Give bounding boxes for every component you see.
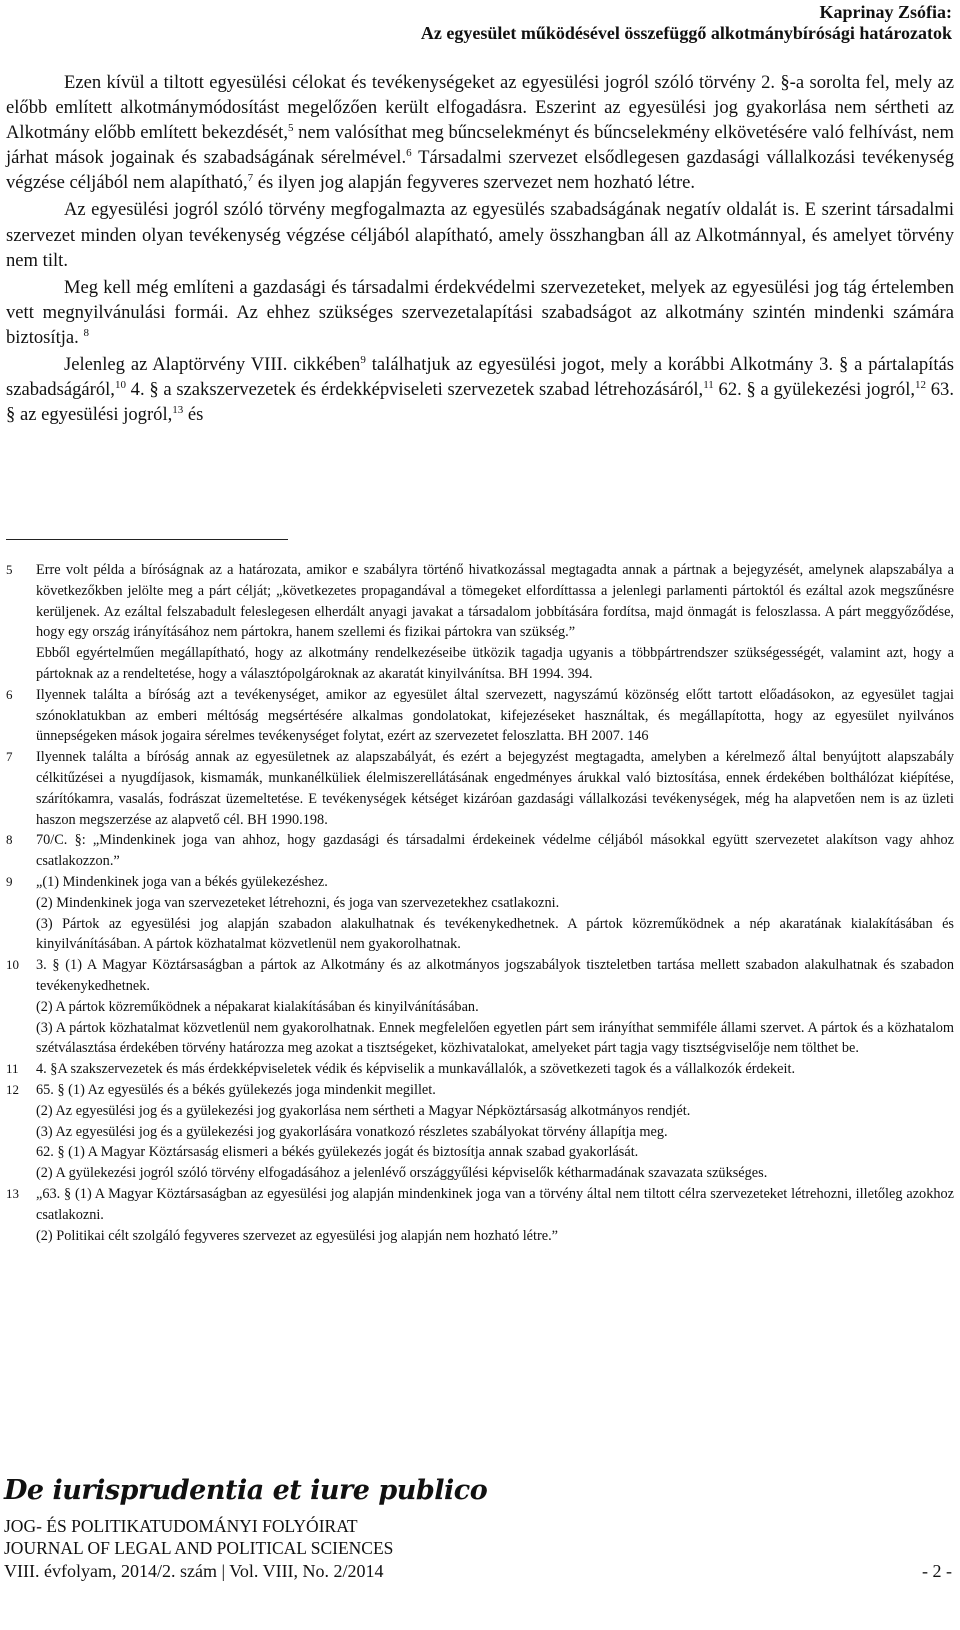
body-paragraph-3: Meg kell még említeni a gazdasági és társadalmi érdekvédelmi szervezeteket, melyek az egyesülési jog tág értelemben vett megnyilvánulási formái. Az ehhez szükséges szervezetalapítási szabadságot az alkotmány szintén mindenki számára biztosítja. $^8$ xyxy=(6,276,954,348)
footnote-text: 70/C. §: „Mindenkinek joga van ahhoz, hogy gazdasági és társadalmi érdekeinek védelme céljából másokkal együtt szervezetet alakítson vagy ahhoz csatlakozzon.” xyxy=(36,832,954,870)
footnote xyxy=(6,1080,954,1184)
footnote xyxy=(6,747,954,830)
journal-subtitle-en: JOURNAL OF LEGAL AND POLITICAL SCIENCES xyxy=(4,1538,394,1558)
footnote xyxy=(6,560,954,685)
body-paragraph-2: Az egyesülési jogról szóló törvény megfogalmazta az egyesülés szabadságának negatív oldalát is. E szerint társadalmi szervezet minden olyan tevékenység végzése céljából alapítható, amely összhangban áll az Alkotmánnyal, és amelyet törvény nem tilt. xyxy=(6,199,954,271)
footnote-separator xyxy=(6,539,288,540)
header-author: Kaprinay Zsófia: xyxy=(819,2,952,22)
journal-footer xyxy=(4,1475,954,1583)
footnote-number: 9 xyxy=(6,873,13,889)
footnote-text: „(1) Mindenkinek joga van a békés gyülekezéshez. xyxy=(36,873,328,890)
footnote-text: 3. § (1) A Magyar Köztársaságban a pártok az Alkotmány és az alkotmányos jogszabályok tiszteletben tartása mellett szabadon alakulhatnak és szabadon tevékenykedhetnek. xyxy=(36,957,954,994)
journal-volume: VIII. évfolyam, 2014/2. szám | Vol. VIII, No. 2/2014 xyxy=(4,1561,384,1581)
footnote xyxy=(6,1059,954,1080)
footnote xyxy=(6,685,954,747)
page-number: - 2 - xyxy=(922,1561,952,1581)
footnote-ref-5[interactable]: 5 xyxy=(287,122,294,134)
footnote-number: 11 xyxy=(6,1061,19,1077)
running-header xyxy=(421,2,952,44)
footnote-ref-13[interactable]: 13 xyxy=(172,404,184,417)
footnote-text: Ilyennek találta a bíróság azt a tevékenységet, amikor az egyesület által szervezett, nagyszámú közönség előtt tartott előadásokon, az egyesület tagjai szónoklatukban az emberi méltóság megsértésére alkalmas gondolatokat, kifejezéseket használtak, és megállapította, hogy az egyesület nyilvános ünnepségeken mások jogaira sérelmes tevékenységet folytat, ezért az szervezetet feloszlatta. BH 2007. 146 xyxy=(36,686,954,745)
main-text xyxy=(6,70,954,429)
footnote-text: (3) A pártok közhatalmat közvetlenül nem gyakorolhatnak. Ennek megfelelően egyetlen párt sem irányíthat semmiféle állami szervet. A pártok és a közhatalom szétválasztása érdekében törvény határozza meg azokat a tisztségeket, közhivatalokat, amelyeket párt tagja vagy tisztségviselője nem tölthet be. xyxy=(36,1019,954,1057)
footnote-text: „63. § (1) A Magyar Köztársaságban az egyesülési jog alapján mindenkinek joga van a törvény által nem tiltott célra szervezeteket létrehozni, illetőleg azokhoz csatlakozni. xyxy=(36,1185,954,1223)
footnote-text: (3) Az egyesülési jog és a gyülekezési jog gyakorlására vonatkozó részletes szabályokat törvény állapítja meg. xyxy=(36,1123,668,1140)
footnote-text: (2) Politikai célt szolgáló fegyveres szervezet az egyesülési jog alapján nem hozható létre.” xyxy=(36,1227,559,1244)
footnote-text: 4. §A szakszervezetek és más érdekképviseletek védik és képviselik a munkavállalók, a szövetkezeti tagok és a vállalkozók érdekeit. xyxy=(36,1061,796,1078)
footnote-ref-12[interactable]: 12 xyxy=(915,378,927,391)
footnote-ref-7[interactable]: 7 xyxy=(247,172,254,185)
footnote-number: 8 xyxy=(6,832,13,848)
footnote-number: 13 xyxy=(6,1185,19,1201)
footnote-text: Ebből egyértelműen megállapítható, hogy az alkotmány rendelkezéseibe ütközik tagadja ugyanis a többpártrendszer szükségességét, valamint azt, hogy a pártoknak az a rendeltetése, hogy a választópolgároknak az akaratát kinyilvánítsa. BH 1994. 394. xyxy=(36,645,954,682)
footnote-text: (2) A pártok közreműködnek a népakarat kialakításában és kinyilvánításában. xyxy=(36,998,479,1015)
footnote-ref-10[interactable]: 10 xyxy=(114,378,126,391)
footnote-text: (2) Az egyesülési jog és a gyülekezési jog gyakorlása nem sértheti a Magyar Népköztársaság alkotmányos rendjét. xyxy=(36,1102,691,1119)
footnote-ref-8[interactable]: 8 xyxy=(83,326,89,339)
footnote-number: 7 xyxy=(6,749,13,765)
footnote-ref-9[interactable]: 9 xyxy=(360,353,366,366)
footnote-text: (2) Mindenkinek joga van szervezeteket létrehozni, és joga van szervezetekhez csatlakozni. xyxy=(36,894,560,911)
footnote-text: (2) A gyülekezési jogról szóló törvény elfogadásához a jelenlévő országgyűlési képviselők kétharmadának szavazata szükséges. xyxy=(36,1165,768,1182)
footnote xyxy=(6,872,954,955)
journal-volume-row xyxy=(4,1559,954,1583)
footnote-number: 10 xyxy=(6,957,19,973)
journal-title: De iurisprudentia et iure publico xyxy=(4,1475,488,1506)
footnote-number: 6 xyxy=(6,686,13,702)
footnote-text: (3) Pártok az egyesülési jog alapján szabadon alakulhatnak és tevékenykedhetnek. A pártok közreműködnek a nép akaratának kialakításában és kinyilvánításában. A pártok közhatalmat közvetlenül nem gyakorolhatnak. xyxy=(36,915,954,953)
footnotes xyxy=(6,560,954,1246)
footnote-text: Erre volt példa a bíróságnak az a határozata, amikor e szabályra történő hivatkozással megtagadta annak a pártnak a bejegyzését, amelynek alapszabálya a következőkben jelölte meg a párt célját; „következetes propagandával a tömegeket elfordíttassa a jelenlegi parlamenti pártoktól és ezáltal azok megszűnésre kerüljenek. Az ezáltal felszabadult feleslegesen elherdált anyagi javakat a társadalom jobbítására fordítsa, majd önmagát is feloszlassa. A párt meggyőződése, hogy egy ország irányításához nem pártokra, hanem szellemi és fizikai pártokra van szükség.” xyxy=(36,562,954,641)
footnote-text: 62. § (1) A Magyar Köztársaság elismeri a békés gyülekezés jogát és biztosítja annak szabad gyakorlását. xyxy=(36,1144,639,1161)
footnote xyxy=(6,1184,954,1246)
footnote-ref-11[interactable]: 11 xyxy=(703,378,714,391)
footnote xyxy=(6,955,954,1059)
footnote-ref-6[interactable]: 6 xyxy=(406,147,412,160)
footnote-number: 5 xyxy=(6,562,13,577)
journal-subtitle-hu: JOG- ÉS POLITIKATUDOMÁNYI FOLYÓIRAT xyxy=(4,1516,358,1536)
header-title: Az egyesület működésével összefüggő alkotmánybírósági határozatok xyxy=(420,23,952,43)
body-paragraph-4: Jelenleg az Alaptörvény VIII. cikkében$^9$ találhatjuk az egyesülési jogot, mely a korábbi Alkotmány 3. § a pártalapítás szabadságáról,$^{10}$ 4. § a szakszervezetek és érdekképviseleti szervezetek szabad létrehozásáról,$^{11}$ 62. § a gyülekezési jogról,$^{12}$ 63. § az egyesülési jogról,$^{13}$ és xyxy=(6,353,954,426)
footnote xyxy=(6,830,954,872)
body-paragraph-1: Ezen kívül a tiltott egyesülési célokat és tevékenységeket az egyesülési jogról szóló törvény 2. §-a sorolta fel, mely az előbb említett alkotmánymódosítást megelőzően került elfogadásra. Eszerint az egyesülési jog gyakorlása nem sértheti az Alkotmány előbb említett bekezdését,$^5$ nem valósíthat meg bűncselekményt és bűncselekmény elkövetésére való felhívást, nem járhat mások jogainak és szabadságának sérelmével.$^6$ Társadalmi szervezet elsődlegesen gazdasági vállalkozási tevékenység végzése céljából nem alapítható,$^7$ és ilyen jog alapján fegyveres szervezet nem hozható létre. xyxy=(6,72,954,194)
footnote-number: 12 xyxy=(6,1081,19,1097)
footnote-text: Ilyennek találta a bíróság annak az egyesületnek az alapszabályát, és ezért a bejegyzést megtagadta, amelyben a kérelmező által benyújtott alapszabály célkitűzései a nyugdíjasok, kismamák, munkanélküliek élelmiszerellátásának engedményes árukkal való biztosítása, ennek érdekében bolthálózat kiépítése, szárítókamra, vasalás, fodrászat üzemeltetése. E tevékenységek kétséget kizáróan gazdasági vállalkozási tevékenységek, még ha alapvetően nem is az üzleti haszon megszerzése az alapvető cél. BH 1990.198. xyxy=(36,749,954,828)
footnote-text: 65. § (1) Az egyesülés és a békés gyülekezés joga mindenkit megillet. xyxy=(36,1081,436,1098)
